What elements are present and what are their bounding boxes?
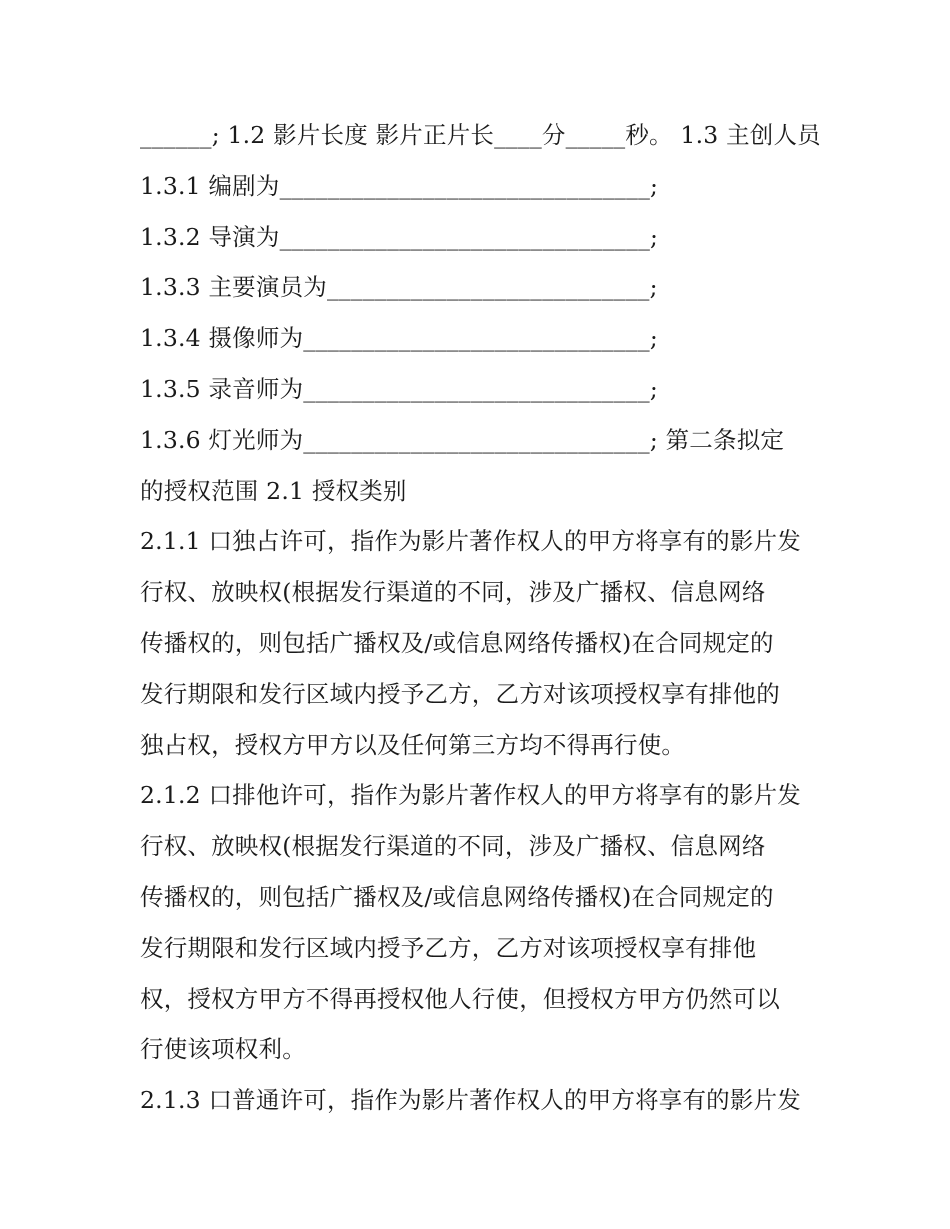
text-line: 1.3.1 编剧为_______________________________; <box>140 171 659 200</box>
text-line: 的授权范围 2.1 授权类别 <box>140 476 407 505</box>
text-line: 独占权，授权方甲方以及任何第三方均不得再行使。 <box>140 730 686 759</box>
text-line: 2.1.1 口独占许可，指作为影片著作权人的甲方将享有的影片发 <box>140 527 801 556</box>
text-line: 1.3.2 导演为_______________________________; <box>140 222 659 251</box>
text-line: 2.1.2 口排他许可，指作为影片著作权人的甲方将享有的影片发 <box>140 781 801 810</box>
text-line: 行权、放映权(根据发行渠道的不同，涉及广播权、信息网络 <box>140 832 766 861</box>
text-line: 传播权的，则包括广播权及/或信息网络传播权)在合同规定的 <box>140 882 774 911</box>
text-line: 1.3.4 摄像师为_____________________________; <box>140 324 658 353</box>
text-line: 1.3.6 灯光师为_____________________________; 第二条拟定 <box>140 425 785 454</box>
text-line: 传播权的，则包括广播权及/或信息网络传播权)在合同规定的 <box>140 628 774 657</box>
text-line: 2.1.3 口普通许可，指作为影片著作权人的甲方将享有的影片发 <box>140 1086 801 1115</box>
text-line: 行使该项权利。 <box>140 1035 306 1064</box>
text-line: 发行期限和发行区域内授予乙方，乙方对该项授权享有排他 <box>140 933 757 962</box>
text-line: 1.3.5 录音师为_____________________________; <box>140 374 658 403</box>
text-line: 行权、放映权(根据发行渠道的不同，涉及广播权、信息网络 <box>140 578 766 607</box>
text-line: 权，授权方甲方不得再授权他人行使，但授权方甲方仍然可以 <box>140 984 780 1013</box>
text-line: 1.3.3 主要演员为___________________________; <box>140 273 658 302</box>
text-line: ______; 1.2 影片长度 影片正片长____分_____秒。 1.3 主创人员 <box>140 121 821 149</box>
document-page <box>140 110 820 1126</box>
text-line: 发行期限和发行区域内授予乙方，乙方对该项授权享有排他的 <box>140 679 780 708</box>
